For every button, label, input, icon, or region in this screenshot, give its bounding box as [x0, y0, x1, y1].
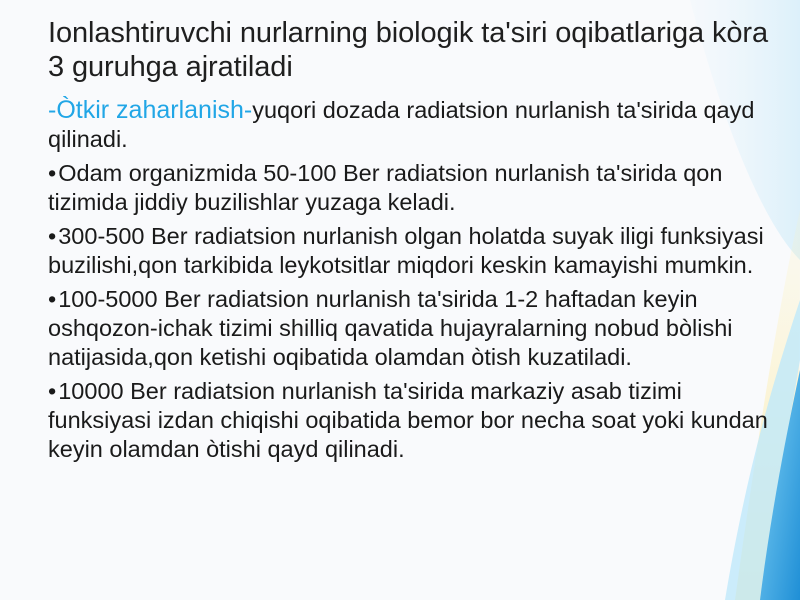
- bullet-text: 100-5000 Ber radiatsion nurlanish ta'sirida 1-2 haftadan keyin oshqozon-ichak tizimi shilliq qavatida hujayralarning nobud bòlishi natijasida,qon ketishi oqibatida olamdan òtish kuzatiladi.: [48, 286, 733, 370]
- lead-text: yuqori dozada radiatsion nurlanish ta'sirida qayd qilinadi.: [48, 97, 755, 152]
- slide-title: Ionlashtiruvchi nurlarning biologik ta'siri oqibatlariga kòra 3 guruhga ajratiladi: [48, 17, 768, 83]
- bullet-text: Odam organizmida 50-100 Ber radiatsion nurlanish ta'sirida qon tizimida jiddiy buzilishlar yuzaga keladi.: [48, 160, 723, 215]
- bullet-text: 10000 Ber radiatsion nurlanish ta'sirida markaziy asab tizimi funksiyasi izdan chiqishi oqibatida bemor bor necha soat yoki kundan keyin olamdan òtishi qayd qilinadi.: [48, 378, 768, 462]
- bullet-marker: •: [48, 378, 57, 404]
- bullet-marker: •: [48, 223, 57, 249]
- bullet-marker: •: [48, 160, 57, 186]
- bullet-item: [48, 377, 768, 464]
- bullet-text: 300-500 Ber radiatsion nurlanish olgan holatda suyak iligi funksiyasi buzilishi,qon tarkibida leykotsitlar miqdori keskin kamayishi mumkin.: [48, 223, 764, 278]
- lead-paragraph: [48, 96, 768, 154]
- slide-content: [48, 16, 768, 469]
- lead-highlight: -Òtkir zaharlanish-: [48, 96, 253, 124]
- bullet-marker: •: [48, 286, 57, 312]
- bullet-item: [48, 222, 768, 280]
- bullet-item: [48, 285, 768, 372]
- bullet-item: [48, 159, 768, 217]
